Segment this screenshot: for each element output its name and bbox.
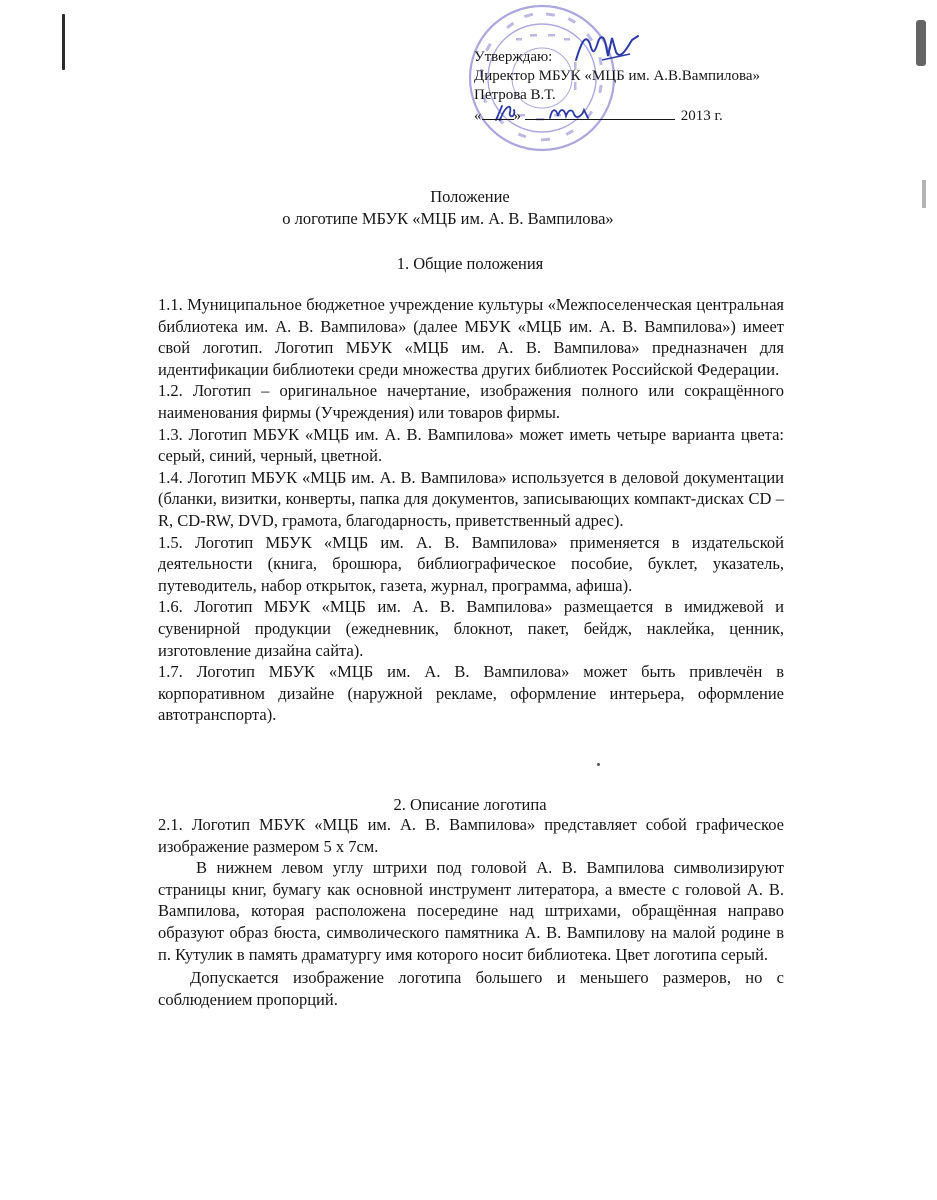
document-title-block xyxy=(160,186,780,230)
scan-edge-mark xyxy=(922,180,926,208)
date-open-quote: « xyxy=(474,108,482,124)
scan-edge-mark xyxy=(62,14,65,70)
clause-1-6: 1.6. Логотип МБУК «МЦБ им. А. В. Вампилова» размещается в имиджевой и сувенирной продукции (ежедневник, блокнот, пакет, бейдж, наклейка, ценник, изготовление дизайна сайта). xyxy=(158,597,784,660)
clause-2-1: 2.1. Логотип МБУК «МЦБ им. А. В. Вампилова» представляет собой графическое изображение размером 5 х 7см. xyxy=(158,815,784,856)
section1-heading: 1. Общие положения xyxy=(396,254,544,273)
section2-heading: 2. Описание логотипа xyxy=(393,795,547,814)
month-blank xyxy=(525,105,675,120)
approval-heading: Утверждаю: xyxy=(474,49,553,65)
approval-block xyxy=(474,48,794,126)
approval-position: Директор МБУК «МЦБ им. А.В.Вампилова» xyxy=(474,68,761,84)
approval-name: Петрова В.Т. xyxy=(474,87,556,103)
clause-1-1: 1.1. Муниципальное бюджетное учреждение культуры «Межпоселенческая центральная библиотека им. А. В. Вампилова» (далее МБУК «МЦБ им. А. В. Вампилова») имеет свой логотип. Логотип МБУК «МЦБ им. А. В. Вампилова» предназначен для идентификации библиотеки среди множества других библиотек Российской Федерации. xyxy=(158,295,784,379)
proportions-note: Допускается изображение логотипа большего и меньшего размеров, но с соблюдением пропорций. xyxy=(158,968,784,1009)
clause-1-4: 1.4. Логотип МБУК «МЦБ им. А. В. Вампилова» используется в деловой документации (бланки, визитки, конверты, папка для документов, записывающих компакт-дисках CD – R, CD-RW, DVD, грамота, благодарность, приветственный адрес). xyxy=(158,467,784,530)
clause-1-2: 1.2. Логотип – оригинальное начертание, изображения полного или сокращённого наименования фирмы (Учреждения) или товаров фирмы. xyxy=(158,381,784,422)
clause-1-5: 1.5. Логотип МБУК «МЦБ им. А. В. Вампилова» применяется в издательской деятельности (книга, брошюра, библиографическое пособие, буклет, указатель, путеводитель, набор открыток, газета, журнал, программа, афиша). xyxy=(158,532,784,595)
section1-body xyxy=(158,294,784,726)
date-close-quote: » xyxy=(513,108,521,124)
approval-date xyxy=(474,105,794,126)
date-year: 2013 г. xyxy=(680,108,723,124)
scan-edge-mark xyxy=(916,20,926,66)
document-subtitle: о логотипе МБУК «МЦБ им. А. В. Вампилова» xyxy=(282,209,614,228)
scan-speck xyxy=(597,763,600,766)
day-blank xyxy=(482,105,514,120)
clause-1-7: 1.7. Логотип МБУК «МЦБ им. А. В. Вампилова» может быть привлечён в корпоративном дизайне (наружной рекламе, оформление интерьера, оформление автотранспорта). xyxy=(158,662,784,725)
document-title: Положение xyxy=(430,187,510,206)
logo-description: В нижнем левом углу штрихи под головой А. В. Вампилова символизируют страницы книг, бумагу как основной инструмент литератора, а вместе с головой А. В. Вампилова, которая расположена посередине над штрихами, обращённая направо образуют образ бюста, символического памятника А. В. Вампилову на малой родине в п. Кутулик в память драматургу имя которого носит библиотека. Цвет логотипа серый. xyxy=(158,858,784,964)
section2-body xyxy=(158,814,784,1010)
clause-1-3: 1.3. Логотип МБУК «МЦБ им. А. В. Вампилова» может иметь четыре варианта цвета: серый, синий, черный, цветной. xyxy=(158,424,784,466)
